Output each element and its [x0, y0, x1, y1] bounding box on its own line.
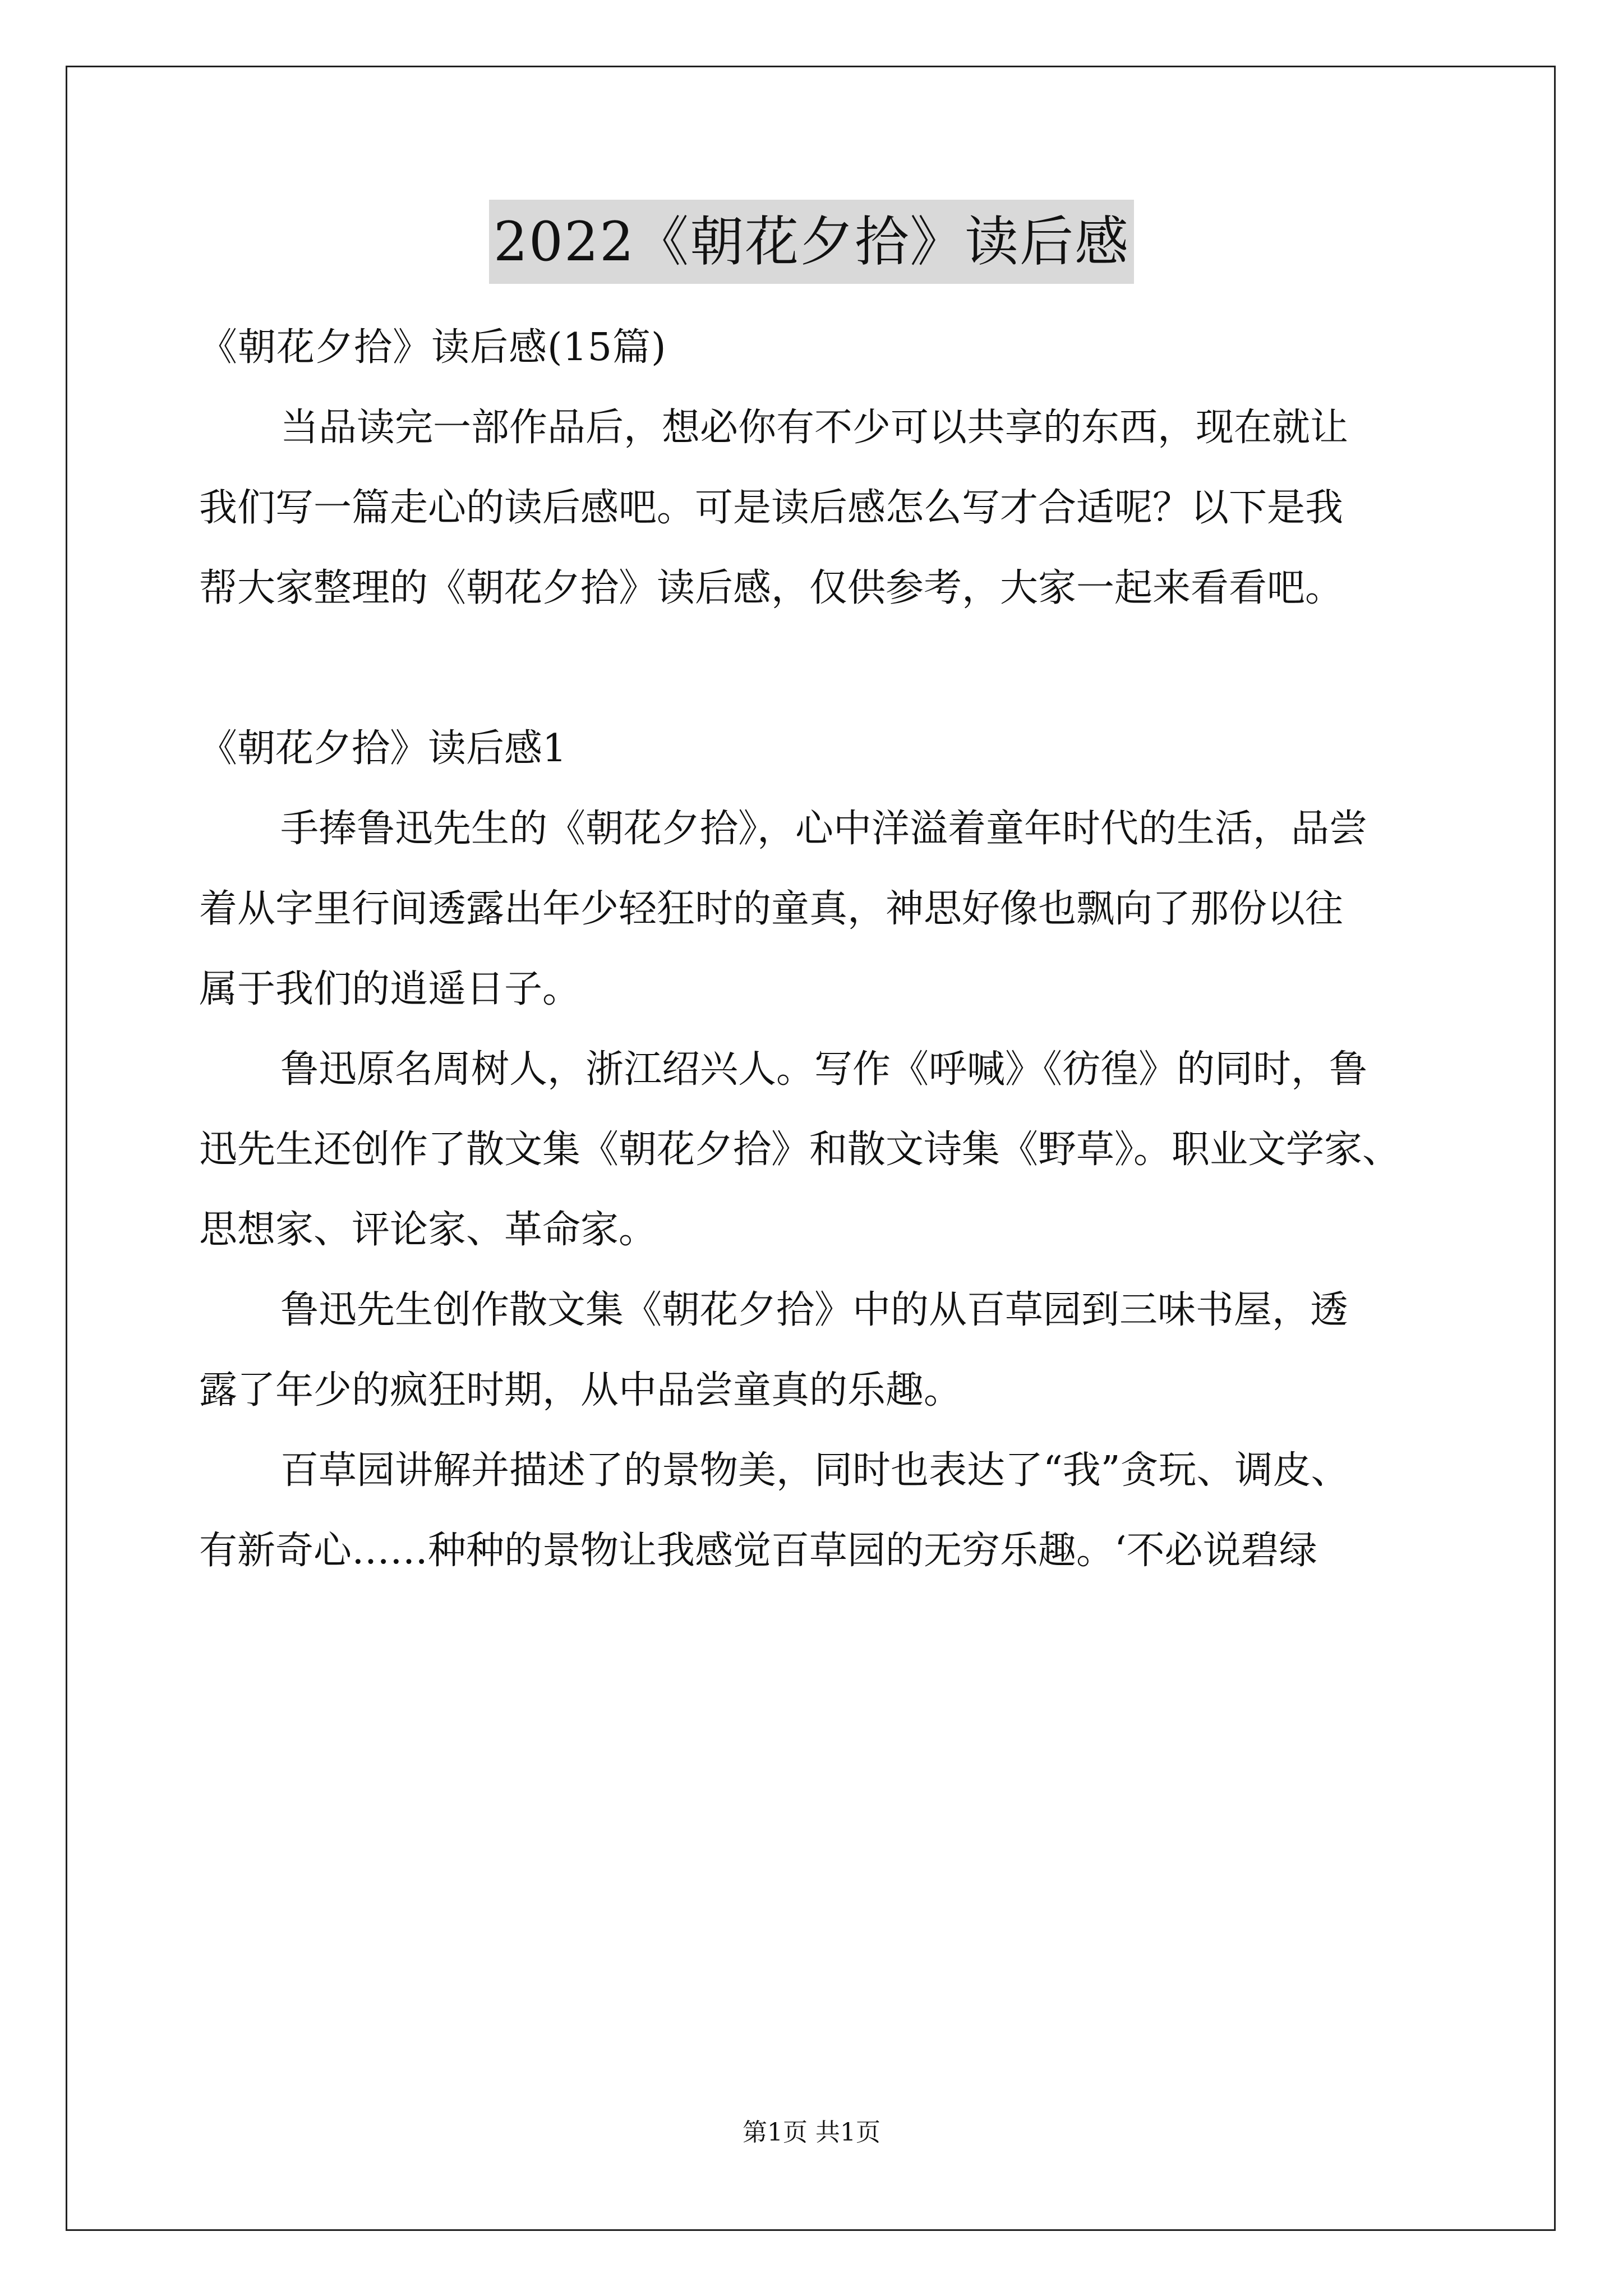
paragraph	[199, 1270, 1447, 1430]
text-line: 当品读完一部作品后，想必你有不少可以共享的东西，现在就让	[280, 406, 1349, 450]
text-line: 鲁迅先生创作散文集《朝花夕拾》中的从百草园到三味书屋，透	[280, 1288, 1349, 1332]
paragraph	[199, 1430, 1447, 1591]
text-line: 我们写一篇走心的读后感吧。可是读后感怎么写才合适呢？以下是我	[199, 486, 1344, 530]
text-line: 百草园讲解并描述了的景物美，同时也表达了“我”贪玩、调皮、	[280, 1448, 1349, 1493]
paragraph	[199, 789, 1447, 1029]
text-line: 露了年少的疯狂时期，从中品尝童真的乐趣。	[199, 1368, 962, 1412]
document-subtitle: 《朝花夕拾》读后感(15篇)	[199, 325, 667, 370]
intro-paragraph	[199, 388, 1447, 628]
blank-line	[199, 628, 1447, 708]
text-line: 手捧鲁迅先生的《朝花夕拾》，心中洋溢着童年时代的生活，品尝	[280, 807, 1368, 851]
text-line: 有新奇心……种种的景物让我感觉百草园的无穷乐趣。‘不必说碧绿	[199, 1529, 1317, 1573]
page-footer: 第1页 共1页	[743, 2118, 880, 2147]
text-line: 着从字里行间透露出年少轻狂时的童真，神思好像也飘向了那份以往	[199, 887, 1344, 931]
text-line: 鲁迅原名周树人，浙江绍兴人。写作《呼喊》《彷徨》的同时，鲁	[280, 1047, 1368, 1092]
text-line: 迅先生还创作了散文集《朝花夕拾》和散文诗集《野草》。职业文学家、	[199, 1128, 1401, 1172]
section-heading: 《朝花夕拾》读后感1	[199, 726, 567, 771]
text-line: 属于我们的逍遥日子。	[199, 967, 581, 1011]
document-title: 2022《朝花夕拾》读后感	[489, 200, 1134, 284]
text-line: 帮大家整理的《朝花夕拾》读后感，仅供参考，大家一起来看看吧。	[199, 566, 1344, 610]
text-line: 思想家、评论家、革命家。	[199, 1208, 657, 1252]
document-body	[199, 307, 1447, 1591]
title-container	[0, 200, 1623, 284]
paragraph	[199, 1029, 1447, 1270]
